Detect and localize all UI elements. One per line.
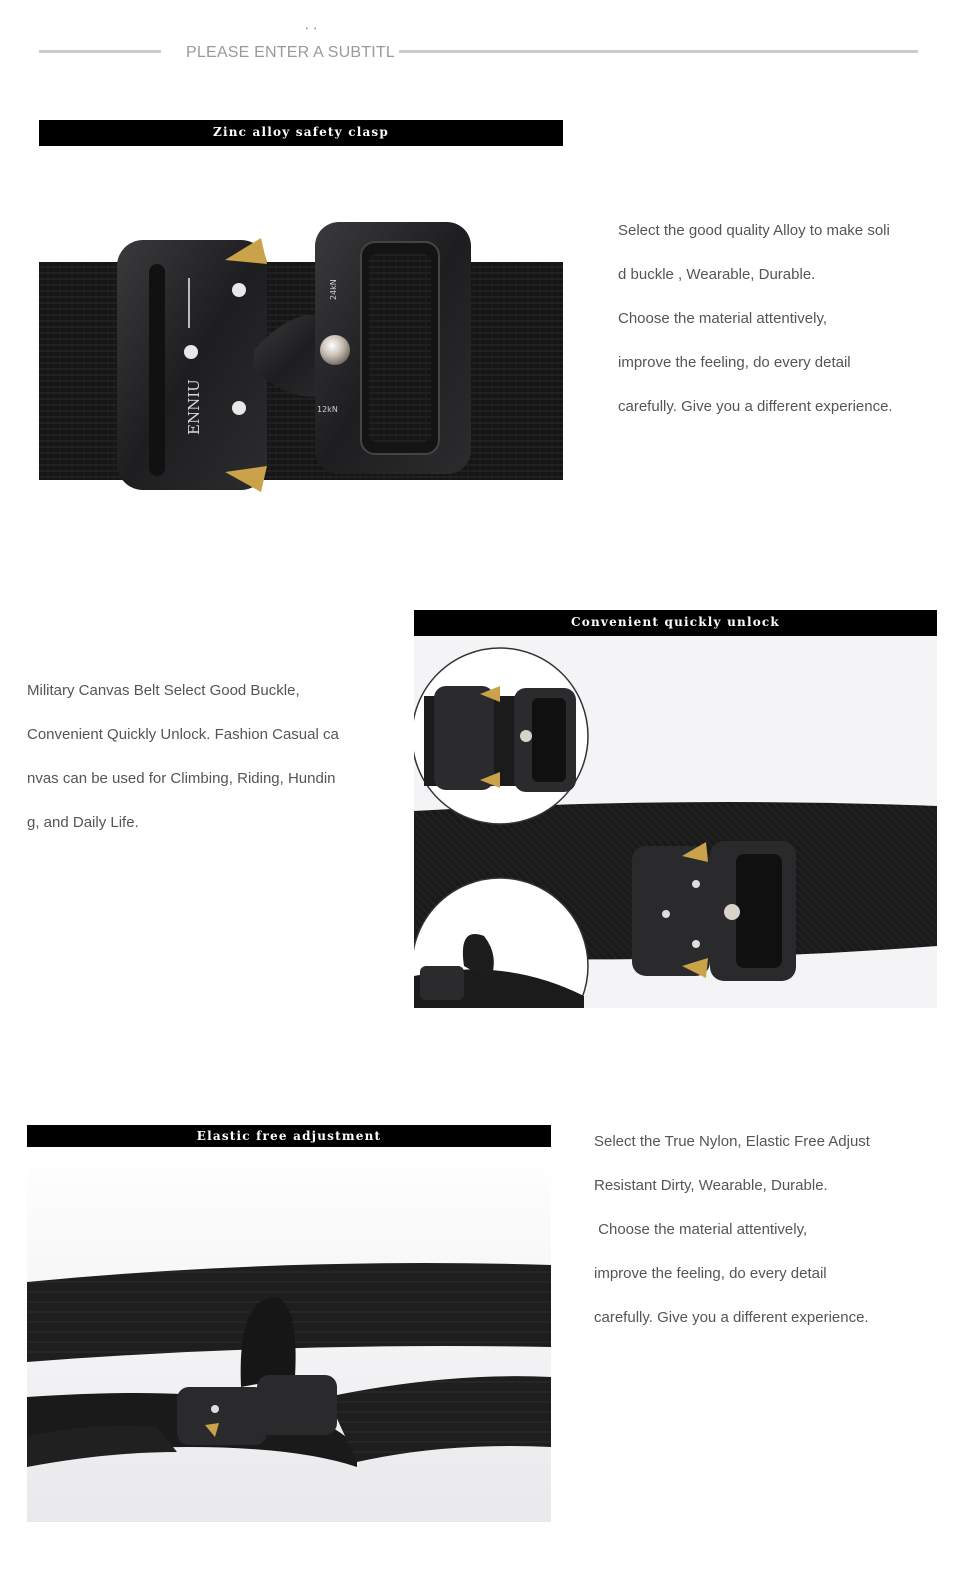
section-1-banner: Zinc alloy safety clasp [39, 120, 563, 146]
description-line: carefully. Give you a different experience. [618, 398, 893, 415]
description-line: Resistant Dirty, Wearable, Durable. [594, 1177, 828, 1194]
description-line: d buckle , Wearable, Durable. [618, 266, 816, 283]
page-subtitle: PLEASE ENTER A SUBTITL [186, 44, 395, 61]
header-rule-left [39, 50, 161, 53]
section-3-banner: Elastic free adjustment [27, 1125, 551, 1147]
description-line: Convenient Quickly Unlock. Fashion Casual ca [27, 726, 339, 743]
buckle-brand-text: ENNIU [185, 379, 203, 435]
description-line: improve the feeling, do every detail [594, 1265, 827, 1282]
section-2-banner: Convenient quickly unlock [414, 610, 937, 636]
section-1-buckle-photo [39, 180, 563, 520]
description-line: improve the feeling, do every detail [618, 354, 851, 371]
description-line: Military Canvas Belt Select Good Buckle, [27, 682, 300, 699]
section-1-description [618, 220, 893, 440]
buckle-rating-top: 24kN [329, 279, 338, 300]
description-line: nvas can be used for Climbing, Riding, Hundin [27, 770, 336, 787]
section-2-belt-photo [414, 636, 937, 1008]
section-3-belt-photo [27, 1147, 551, 1522]
description-line: carefully. Give you a different experience. [594, 1309, 869, 1326]
description-line: Choose the material attentively, [618, 310, 827, 327]
section-3-description [594, 1131, 870, 1351]
description-line: g, and Daily Life. [27, 814, 139, 831]
header-marks: ' ' [306, 26, 318, 36]
description-line: Select the good quality Alloy to make soli [618, 222, 890, 239]
section-2-description [27, 680, 339, 856]
header-rule-right [399, 50, 918, 53]
description-line: Choose the material attentively, [594, 1221, 808, 1238]
description-line: Select the True Nylon, Elastic Free Adjust [594, 1133, 870, 1150]
buckle-rating-bottom: 12kN [317, 405, 338, 414]
